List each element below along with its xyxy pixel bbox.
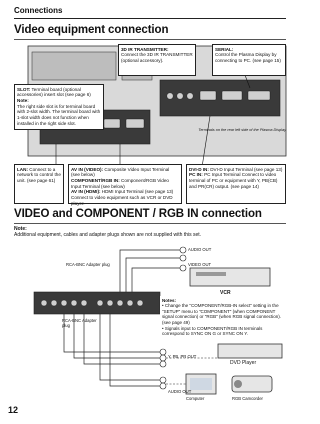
ir-body: Connect the 3D IR TRANSMITTER (optional accessory). [121, 52, 193, 63]
slot-note-label: Note: [17, 97, 29, 103]
rca-adapter-label-2: RCA-BNC Adapter plug [62, 318, 97, 329]
note-2: • Signals input to COMPONENT/RGB IN terminals correspond to SYNC ON G or SYNC ON Y. [162, 325, 263, 337]
vcr-box [190, 268, 270, 286]
vcr-label: VCR [220, 290, 231, 296]
panel-caption: Terminals on the rear left side of the Plasma Display [198, 128, 286, 132]
page-number: 12 [8, 405, 19, 415]
lan-title: LAN: [17, 166, 28, 172]
avin-l3-body: HDMI Input Terminal (see page 13) Connect to video equipment such as VCR or DVD player. [71, 189, 174, 206]
slot-note: The right side slot is for terminal board with 2-slot width. The terminal board with 1-slot width does not function when installed in the right side slot. [17, 103, 101, 126]
computer-screen [190, 378, 212, 390]
dvd-box [218, 344, 282, 358]
ir-title: 3D IR TRANSMITTER: [121, 46, 169, 52]
avin-l2-title: COMPONENT/RGB IN: [71, 177, 120, 183]
camcorder-lens [234, 380, 242, 388]
serial-title: SERIAL: [215, 46, 234, 52]
serial-body: Control the Plasma Display by connecting to PC. (see page 15) [215, 52, 281, 63]
section2-note-label: Note: [14, 226, 27, 232]
notes-label: Notes: [162, 297, 177, 303]
video-out-label: VIDEO OUT [188, 262, 212, 267]
vcr-jacks [180, 247, 186, 271]
note-2-text: Signals input to COMPONENT/RGB IN terminals correspond to SYNC ON G or SYNC ON Y. [162, 325, 263, 337]
dvi-l1-body: DVI-D Input Terminal (see page 13) [210, 166, 283, 172]
rgb-camcorder-label: RGB Camcorder [232, 396, 263, 401]
dvi-l2-title: PC IN: [189, 172, 203, 178]
dvi-l2-body: PC Input Terminal Connect to video terminal of PC or equipment with Y, PB(CB) and PR(CR) output. (see page 14) [189, 172, 278, 189]
avin-l2-body: Component/RGB Video Input Terminal (see below) [71, 177, 169, 189]
video-cables [120, 250, 180, 292]
dvi-l1-title: DVI-D IN: [189, 166, 209, 172]
vcr-slot [196, 272, 226, 276]
rca-adapter-label-1: RCA-BNC Adapter plug [66, 262, 110, 267]
section-title-video-equipment: Video equipment connection [14, 24, 169, 36]
lan-body: Connect to a network to control the unit. (see page 61) [17, 166, 61, 183]
dvd-jacks [160, 349, 166, 389]
section-title-video-component: VIDEO and COMPONENT / RGB IN connection [14, 208, 262, 220]
computer-label: Computer [186, 396, 205, 401]
slot-title: SLOT: [17, 86, 31, 92]
audio-out-label: AUDIO OUT [188, 247, 212, 252]
avin-l1-title: AV IN (VIDEO): [71, 166, 104, 172]
section-header: Connections [14, 6, 63, 15]
avin-l3-title: AV IN (HDMI): [71, 189, 101, 195]
note-1: • Change the "COMPONENT/RGB-IN select" setting in the "SETUP" menu to "COMPONENT" (when COMPONENT signal connection) or "RGB" (when RGB signal connection). (see page 49) [162, 303, 282, 325]
notes-block [160, 296, 286, 342]
audio-out-label-2: AUDIO OUT [168, 389, 192, 394]
ypbpr-out-label: Y, PB, PR OUT [168, 354, 197, 359]
dvd-label: DVD Player [230, 360, 257, 366]
note-1-text: Change the "COMPONENT/RGB-IN select" setting in the "SETUP" menu to "COMPONENT" (when COMPONENT signal connection) or "RGB" (when RGB signal connection). (see page 49) [162, 303, 282, 325]
slot-body: Terminal board (optional accessories) insert slot (see page 6) [17, 86, 91, 98]
avin-l1-body: Composite Video Input Terminal (see below) [71, 166, 170, 178]
section2-note-text: Additional equipment, cables and adapter plugs shown are not supplied with this set. [14, 232, 202, 239]
